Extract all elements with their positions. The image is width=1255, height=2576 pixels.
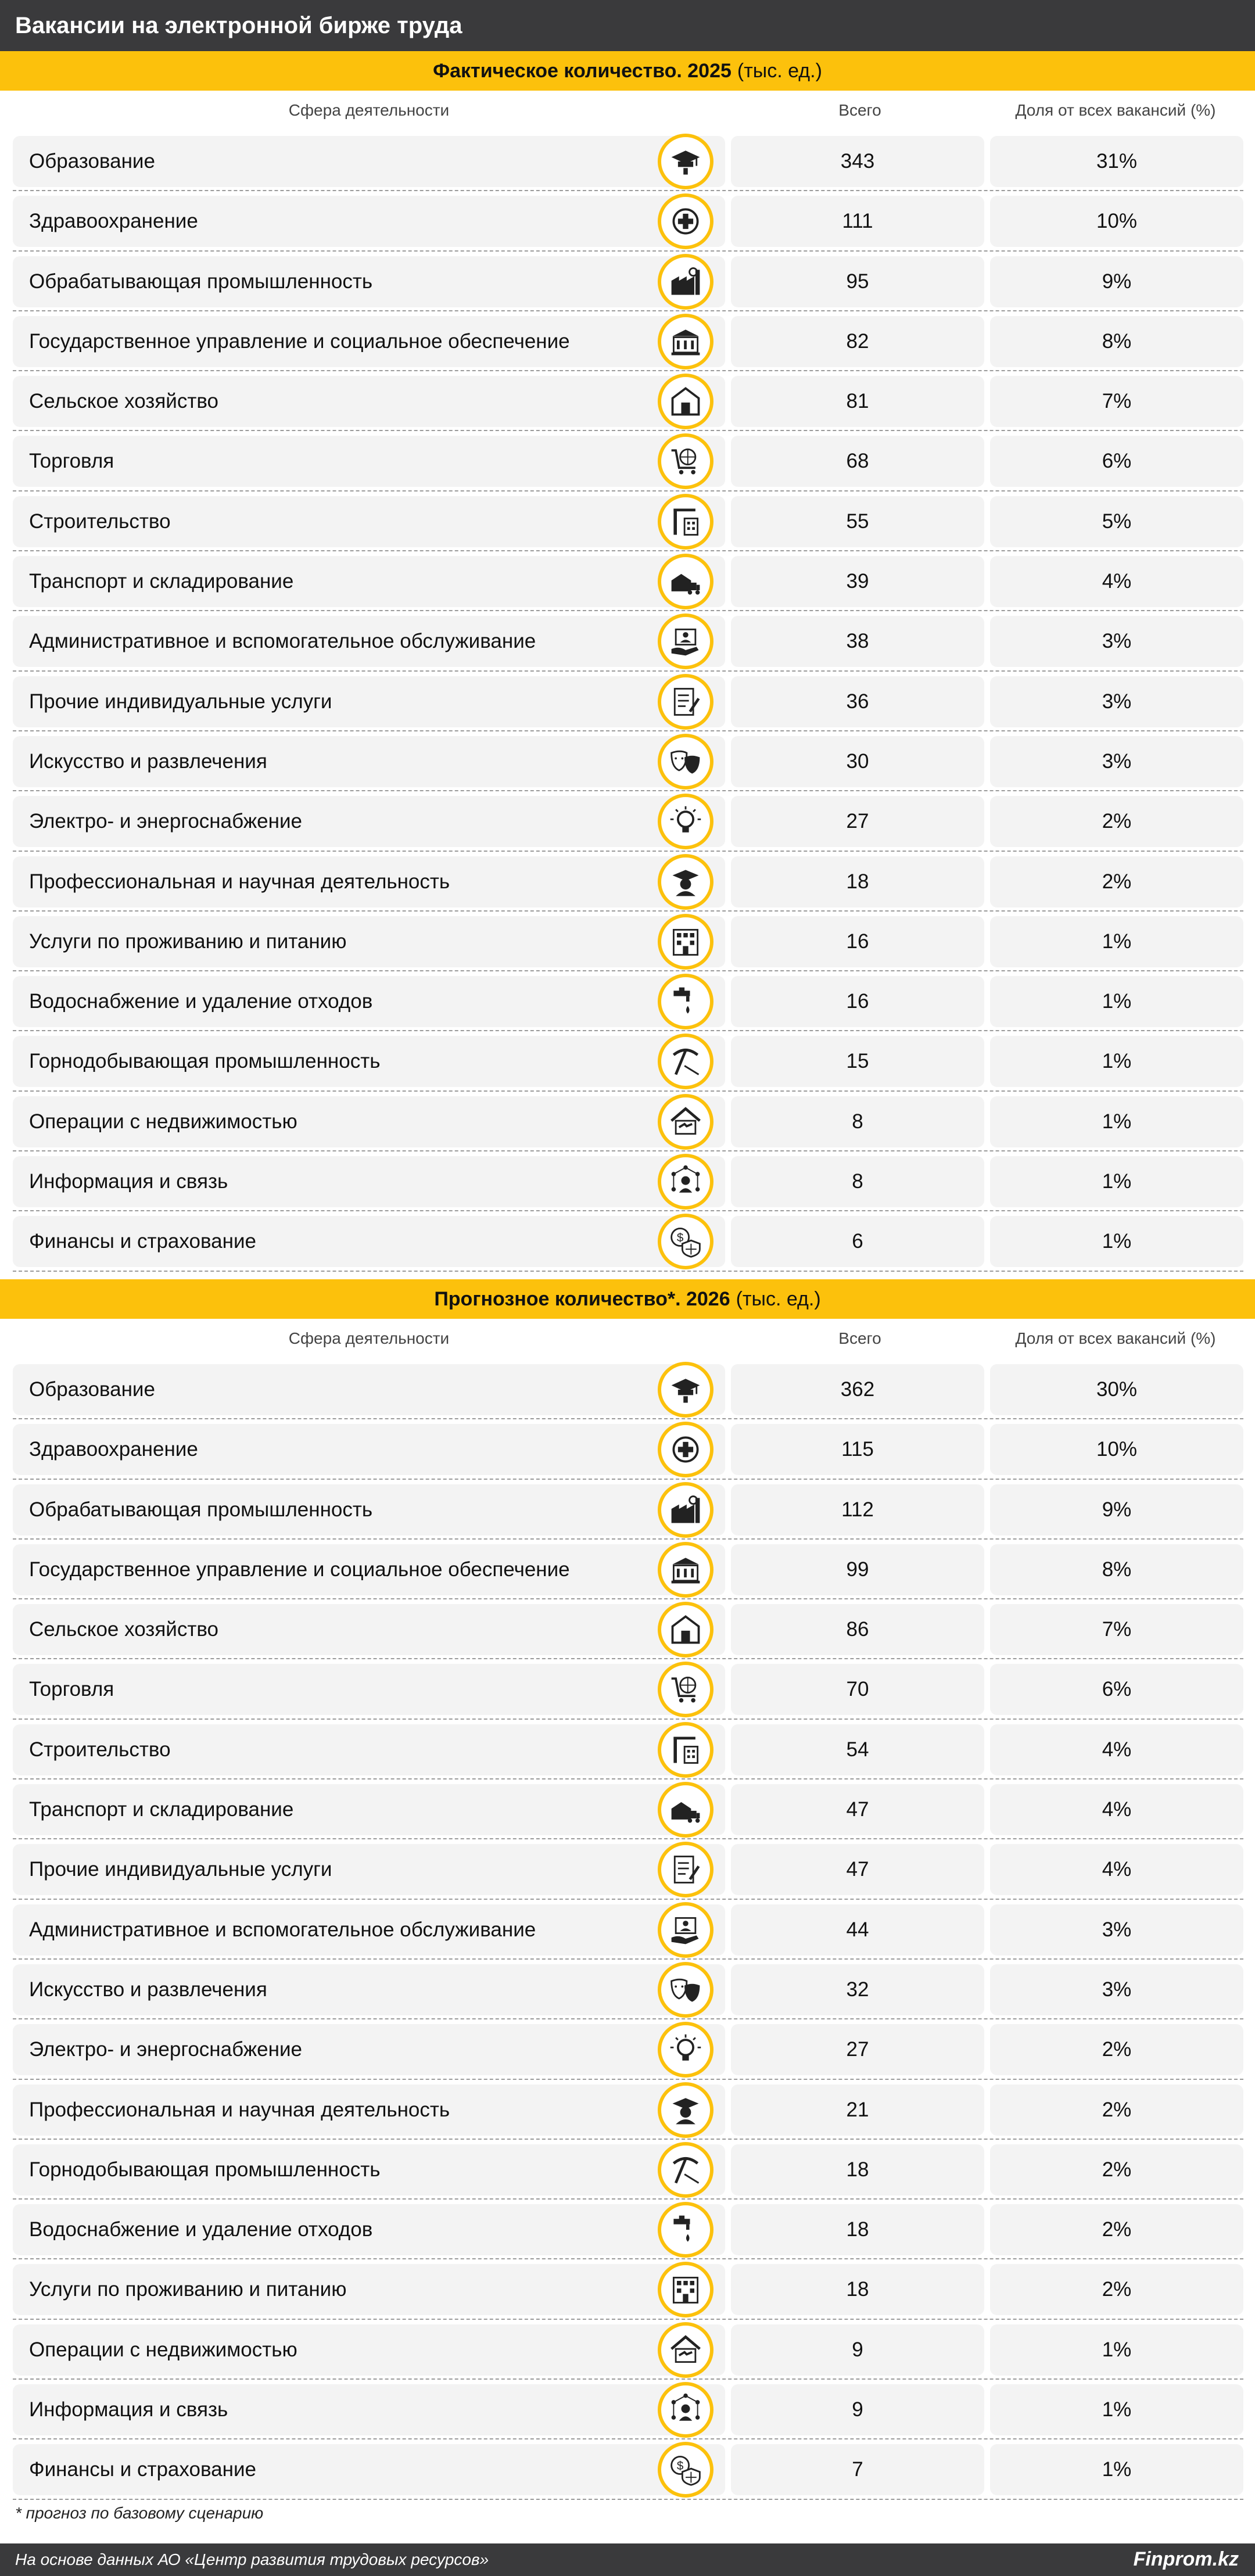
sphere-name: Сельское хозяйство: [29, 390, 219, 413]
total-value: 99: [846, 1558, 869, 1581]
sphere-name: Обрабатывающая промышленность: [29, 1498, 373, 1521]
share-value: 2%: [1102, 2218, 1132, 2241]
share-value: 1%: [1102, 1110, 1132, 1133]
share-value: 6%: [1102, 450, 1132, 473]
share-value: 2%: [1102, 810, 1132, 833]
page-title: Вакансии на электронной бирже труда: [15, 12, 462, 38]
sphere-name: Транспорт и складирование: [29, 570, 294, 593]
table-row: [0, 132, 1255, 192]
row-divider: [13, 430, 1243, 431]
share-value: 3%: [1102, 1978, 1132, 2001]
sphere-name: Сельское хозяйство: [29, 1618, 219, 1641]
row-divider: [13, 1418, 1243, 1419]
hotel-icon: [658, 914, 713, 970]
row-divider: [13, 1271, 1243, 1272]
sphere-name: Услуги по проживанию и питанию: [29, 930, 347, 953]
sphere-name: Образование: [29, 1378, 155, 1401]
share-value: 9%: [1102, 270, 1132, 293]
share-value: 7%: [1102, 390, 1132, 413]
column-header-total: Всего: [838, 1329, 881, 1347]
sphere-name: Водоснабжение и удаление отходов: [29, 2218, 373, 2241]
section-actual-2025: [0, 51, 1255, 1273]
sphere-name: Водоснабжение и удаление отходов: [29, 990, 373, 1013]
sphere-name: Государственное управление и социальное обеспечение: [29, 329, 570, 353]
row-divider: [13, 310, 1243, 311]
shopping-cart-globe-icon: [658, 1662, 713, 1717]
total-value: 16: [846, 990, 869, 1013]
checklist-icon: [658, 1842, 713, 1897]
sphere-name: Электро- и энергоснабжение: [29, 810, 302, 833]
table-row: [0, 1032, 1255, 1092]
total-value: 343: [840, 150, 875, 173]
share-value: 4%: [1102, 1798, 1132, 1821]
row-divider: [13, 1958, 1243, 1960]
dollar-shield-icon: [658, 1214, 713, 1269]
share-value: 1%: [1102, 1050, 1132, 1073]
table-row: [0, 1541, 1255, 1601]
total-value: 82: [846, 329, 869, 353]
table-row: [0, 792, 1255, 852]
table-rows: [0, 132, 1255, 1273]
sphere-name: Операции с недвижимостью: [29, 1110, 297, 1133]
table-row: [0, 2261, 1255, 2320]
total-value: 18: [846, 870, 869, 893]
section-title: [0, 51, 1255, 91]
column-headers: [0, 1319, 1255, 1361]
table-row: [0, 1601, 1255, 1660]
table-row: [0, 1660, 1255, 1720]
row-divider: [13, 2258, 1243, 2259]
sphere-name: Прочие индивидуальные услуги: [29, 690, 332, 713]
total-value: 9: [852, 2398, 863, 2421]
theater-masks-icon: [658, 1962, 713, 2018]
share-value: 10%: [1096, 1438, 1138, 1461]
table-row: [0, 1481, 1255, 1541]
graduation-cap-icon: [658, 1362, 713, 1418]
source-note: На основе данных АО «Центр развития трудовых ресурсов»: [15, 2550, 489, 2568]
share-value: 10%: [1096, 210, 1138, 233]
share-value: 7%: [1102, 1618, 1132, 1641]
row-divider: [13, 1658, 1243, 1659]
share-value: 1%: [1102, 2338, 1132, 2361]
row-divider: [13, 730, 1243, 731]
row-divider: [13, 610, 1243, 611]
hand-user-icon: [658, 1902, 713, 1958]
footer-bar: [0, 2543, 1255, 2576]
table-row: [0, 2021, 1255, 2080]
share-value: 3%: [1102, 690, 1132, 713]
row-divider: [13, 790, 1243, 791]
share-value: 4%: [1102, 1858, 1132, 1881]
total-value: 55: [846, 510, 869, 533]
row-divider: [13, 1538, 1243, 1540]
row-divider: [13, 550, 1243, 551]
sphere-name: Электро- и энергоснабжение: [29, 2038, 302, 2061]
share-value: 3%: [1102, 630, 1132, 653]
share-value: 2%: [1102, 2278, 1132, 2301]
total-value: 47: [846, 1858, 869, 1881]
sphere-name: Строительство: [29, 510, 171, 533]
table-row: [0, 1153, 1255, 1212]
table-row: [0, 192, 1255, 252]
share-value: 2%: [1102, 2098, 1132, 2121]
share-value: 2%: [1102, 2038, 1132, 2061]
table-row: [0, 2141, 1255, 2201]
pickaxe-icon: [658, 1034, 713, 1089]
table-row: [0, 1093, 1255, 1153]
sphere-name: Финансы и страхование: [29, 1230, 256, 1253]
section-title-unit: (тыс. ед.): [737, 59, 822, 82]
section-title-main: Фактическое количество. 2025: [433, 59, 732, 82]
total-value: 27: [846, 2038, 869, 2061]
section-title: [0, 1279, 1255, 1319]
sphere-name: Строительство: [29, 1738, 171, 1761]
total-value: 21: [846, 2098, 869, 2121]
row-divider: [13, 2018, 1243, 2019]
lightbulb-icon: [658, 2022, 713, 2078]
share-value: 4%: [1102, 570, 1132, 593]
factory-icon: [658, 254, 713, 310]
table-rows: [0, 1361, 1255, 2501]
svg-text:$: $: [676, 1231, 684, 1245]
sphere-name: Искусство и развлечения: [29, 749, 267, 773]
row-divider: [13, 2438, 1243, 2439]
lightbulb-icon: [658, 794, 713, 849]
row-divider: [13, 670, 1243, 672]
table-row: [0, 493, 1255, 552]
total-value: 8: [852, 1170, 863, 1193]
graduation-cap-icon: [658, 134, 713, 189]
table-row: [0, 372, 1255, 432]
footnote: * прогноз по базовому сценарию: [15, 2504, 264, 2522]
row-divider: [13, 1899, 1243, 1900]
row-bg-sphere: [13, 1664, 725, 1715]
water-tap-icon: [658, 974, 713, 1029]
sphere-name: Искусство и развлечения: [29, 1978, 267, 2001]
total-value: 362: [840, 1378, 875, 1401]
sphere-name: Прочие индивидуальные услуги: [29, 1858, 332, 1881]
dollar-shield-icon: [658, 2442, 713, 2498]
section-title-unit: (тыс. ед.): [736, 1287, 821, 1310]
hand-user-icon: [658, 613, 713, 669]
factory-icon: [658, 1482, 713, 1538]
share-value: 1%: [1102, 930, 1132, 953]
shopping-cart-globe-icon: [658, 433, 713, 489]
sphere-name: Торговля: [29, 1678, 114, 1701]
row-divider: [13, 1598, 1243, 1599]
total-value: 44: [846, 1918, 869, 1941]
row-divider: [13, 2378, 1243, 2380]
table-row: [0, 1361, 1255, 1420]
table-row: [0, 853, 1255, 913]
sphere-name: Административное и вспомогательное обслуживание: [29, 1918, 536, 1941]
share-value: 1%: [1102, 2398, 1132, 2421]
row-divider: [13, 1718, 1243, 1720]
total-value: 27: [846, 810, 869, 833]
row-divider: [13, 370, 1243, 371]
water-tap-icon: [658, 2202, 713, 2258]
government-building-icon: [658, 314, 713, 369]
row-divider: [13, 1090, 1243, 1092]
table-row: [0, 1901, 1255, 1961]
sphere-name: Услуги по проживанию и питанию: [29, 2278, 347, 2301]
row-divider: [13, 490, 1243, 491]
house-handshake-icon: [658, 1094, 713, 1150]
sphere-name: Государственное управление и социальное обеспечение: [29, 1558, 570, 1581]
column-header-sphere: Сфера деятельности: [288, 1329, 450, 1347]
sphere-name: Информация и связь: [29, 2398, 228, 2421]
sphere-name: Административное и вспомогательное обслуживание: [29, 630, 536, 653]
table-row: [0, 1781, 1255, 1840]
share-value: 6%: [1102, 1678, 1132, 1701]
svg-text:$: $: [676, 2459, 684, 2473]
crane-building-icon: [658, 1722, 713, 1778]
share-value: 4%: [1102, 1738, 1132, 1761]
share-value: 3%: [1102, 749, 1132, 773]
table-row: [0, 2201, 1255, 2261]
hotel-icon: [658, 2262, 713, 2317]
row-divider: [13, 1838, 1243, 1839]
table-row: [0, 313, 1255, 372]
sphere-name: Здравоохранение: [29, 210, 198, 233]
total-value: 15: [846, 1050, 869, 1073]
barn-icon: [658, 374, 713, 429]
row-divider: [13, 2319, 1243, 2320]
column-header-share: Доля от всех вакансий (%): [1015, 101, 1216, 119]
sphere-name: Торговля: [29, 450, 114, 473]
network-user-icon: [658, 2382, 713, 2438]
sphere-name: Обрабатывающая промышленность: [29, 270, 373, 293]
professional-icon: [658, 2082, 713, 2138]
row-divider: [13, 250, 1243, 252]
row-divider: [13, 1778, 1243, 1779]
row-divider: [13, 1479, 1243, 1480]
sphere-name: Операции с недвижимостью: [29, 2338, 297, 2361]
total-value: 32: [846, 1978, 869, 2001]
barn-icon: [658, 1602, 713, 1657]
sphere-name: Горнодобывающая промышленность: [29, 2158, 381, 2181]
column-header-share: Доля от всех вакансий (%): [1015, 1329, 1216, 1347]
share-value: 8%: [1102, 329, 1132, 353]
row-divider: [13, 1030, 1243, 1031]
row-divider: [13, 970, 1243, 971]
share-value: 9%: [1102, 1498, 1132, 1521]
total-value: 39: [846, 570, 869, 593]
total-value: 18: [846, 2218, 869, 2241]
total-value: 8: [852, 1110, 863, 1133]
total-value: 18: [846, 2158, 869, 2181]
table-row: [0, 1840, 1255, 1900]
row-divider: [13, 2139, 1243, 2140]
share-value: 8%: [1102, 1558, 1132, 1581]
total-value: 18: [846, 2278, 869, 2301]
table-row: [0, 2081, 1255, 2141]
total-value: 68: [846, 450, 869, 473]
row-divider: [13, 851, 1243, 852]
row-divider: [13, 2499, 1243, 2500]
column-header-sphere: Сфера деятельности: [288, 101, 450, 119]
row-divider: [13, 1210, 1243, 1211]
share-value: 2%: [1102, 2158, 1132, 2181]
government-building-icon: [658, 1542, 713, 1598]
table-row: [0, 1212, 1255, 1272]
checklist-icon: [658, 674, 713, 730]
section-forecast-2026: [0, 1279, 1255, 2501]
sphere-name: Горнодобывающая промышленность: [29, 1050, 381, 1073]
table-row: [0, 2441, 1255, 2500]
brand-logo: Finprom.kz: [1133, 2548, 1239, 2570]
row-divider: [13, 2079, 1243, 2080]
total-value: 81: [846, 390, 869, 413]
share-value: 2%: [1102, 870, 1132, 893]
pickaxe-icon: [658, 2142, 713, 2198]
sphere-name: Профессиональная и научная деятельность: [29, 2098, 450, 2121]
sphere-name: Финансы и страхование: [29, 2458, 256, 2481]
total-value: 9: [852, 2338, 863, 2361]
table-row: [0, 612, 1255, 672]
share-value: 5%: [1102, 510, 1132, 533]
truck-warehouse-icon: [658, 1782, 713, 1838]
house-handshake-icon: [658, 2322, 713, 2378]
row-divider: [13, 190, 1243, 191]
share-value: 1%: [1102, 1170, 1132, 1193]
row-bg-sphere: [13, 436, 725, 487]
sphere-name: Информация и связь: [29, 1170, 228, 1193]
sphere-name: Здравоохранение: [29, 1438, 198, 1461]
professional-icon: [658, 854, 713, 910]
network-user-icon: [658, 1154, 713, 1210]
table-row: [0, 913, 1255, 973]
total-value: 111: [842, 210, 873, 233]
table-row: [0, 552, 1255, 612]
total-value: 54: [846, 1738, 869, 1761]
total-value: 7: [852, 2458, 863, 2481]
table-row: [0, 253, 1255, 313]
total-value: 16: [846, 930, 869, 953]
row-divider: [13, 1150, 1243, 1151]
sphere-name: Профессиональная и научная деятельность: [29, 870, 450, 893]
table-row: [0, 733, 1255, 792]
row-divider: [13, 910, 1243, 912]
total-value: 36: [846, 690, 869, 713]
total-value: 115: [841, 1438, 874, 1461]
row-divider: [13, 2198, 1243, 2200]
medical-cross-icon: [658, 1422, 713, 1477]
total-value: 47: [846, 1798, 869, 1821]
table-row: [0, 2321, 1255, 2381]
table-row: [0, 1961, 1255, 2021]
sphere-name: Образование: [29, 150, 155, 173]
truck-warehouse-icon: [658, 554, 713, 609]
share-value: 1%: [1102, 1230, 1132, 1253]
medical-cross-icon: [658, 193, 713, 249]
section-title-main: Прогнозное количество*. 2026: [434, 1287, 730, 1310]
total-value: 86: [846, 1618, 869, 1641]
share-value: 3%: [1102, 1918, 1132, 1941]
column-headers: [0, 91, 1255, 132]
share-value: 31%: [1096, 150, 1138, 173]
total-value: 95: [846, 270, 869, 293]
table-row: [0, 1420, 1255, 1480]
theater-masks-icon: [658, 734, 713, 790]
share-value: 1%: [1102, 990, 1132, 1013]
total-value: 6: [852, 1230, 863, 1253]
crane-building-icon: [658, 494, 713, 550]
total-value: 70: [846, 1678, 869, 1701]
total-value: 30: [846, 749, 869, 773]
column-header-total: Всего: [838, 101, 881, 119]
table-row: [0, 1721, 1255, 1781]
page-title-bar: [0, 0, 1255, 51]
total-value: 38: [846, 630, 869, 653]
table-row: [0, 673, 1255, 733]
table-row: [0, 973, 1255, 1032]
sphere-name: Транспорт и складирование: [29, 1798, 294, 1821]
total-value: 112: [841, 1498, 874, 1521]
share-value: 1%: [1102, 2458, 1132, 2481]
table-row: [0, 2381, 1255, 2441]
table-row: [0, 432, 1255, 492]
share-value: 30%: [1096, 1378, 1138, 1401]
